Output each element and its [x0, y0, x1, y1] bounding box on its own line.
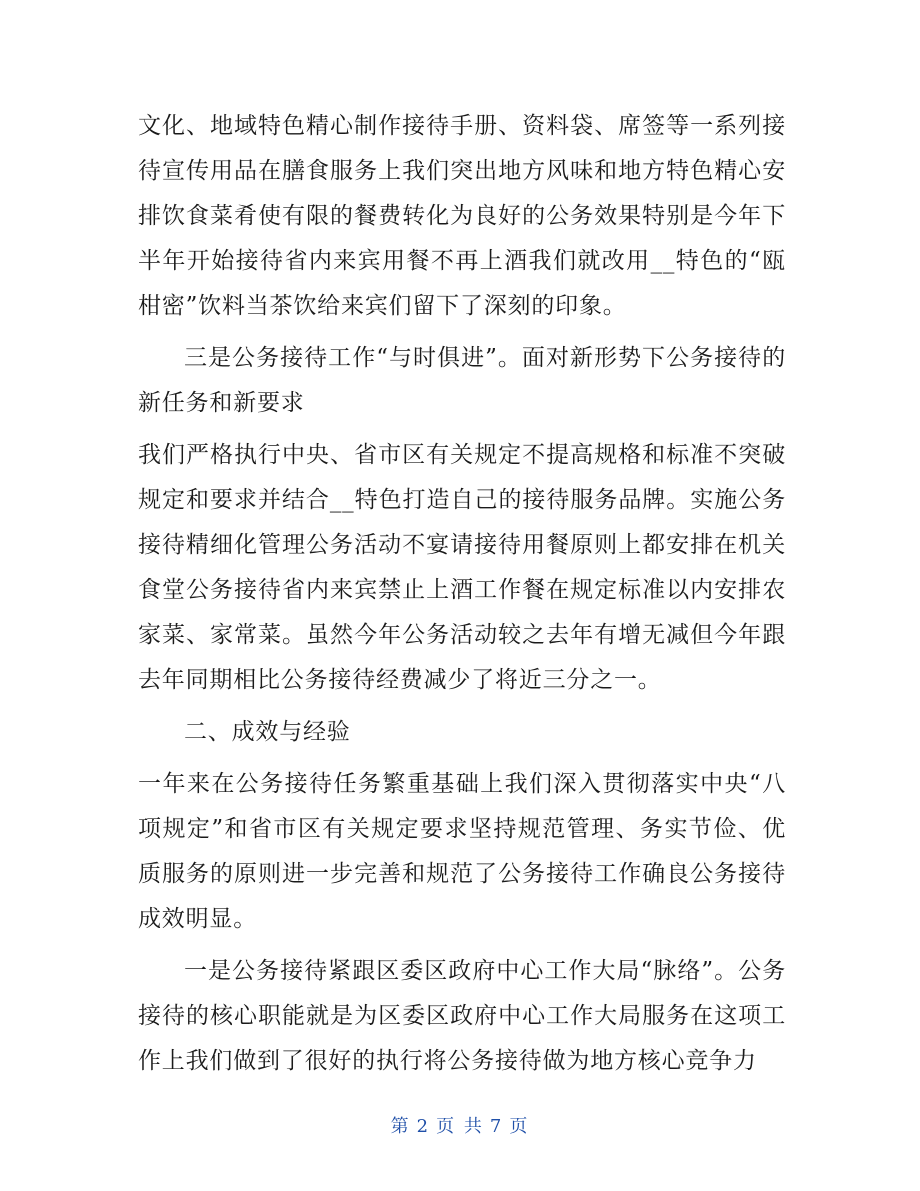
footer-page-number: 2	[416, 1116, 431, 1137]
paragraph-6: 一是公务接待紧跟区委区政府中心工作大局“脉络”。公务接待的核心职能就是为区委区政府中心工作大局服务在这项工作上我们做到了很好的执行将公务接待做为地方核心竞争力	[138, 958, 786, 1074]
section-heading: 二、成效与经验	[184, 719, 351, 745]
footer-suffix: 页	[509, 1116, 530, 1137]
document-body	[138, 104, 786, 1091]
footer-total-pages: 7	[489, 1116, 504, 1137]
paragraph-1: 文化、地域特色精心制作接待手册、资料袋、席签等一系列接待宣传用品在膳食服务上我们突出地方风味和地方特色精心安排饮食菜肴使有限的餐费转化为良好的公务效果特别是今年下半年开始接待省内来宾用餐不再上酒我们就改用__特色的“瓯柑密”饮料当茶饮给来宾们留下了深刻的印象。	[138, 113, 786, 319]
paragraph-3: 我们严格执行中央、省市区有关规定不提高规格和标准不突破规定和要求并结合__特色打造自己的接待服务品牌。实施公务接待精细化管理公务活动不宴请接待用餐原则上都安排在机关食堂公务接待省内来宾禁止上酒工作餐在规定标准以内安排农家菜、家常菜。虽然今年公务活动较之去年有增无减但今年跟去年同期相比公务接待经费减少了将近三分之一。	[138, 442, 786, 693]
paragraph-5: 一年来在公务接待任务繁重基础上我们深入贯彻落实中央“八项规定”和省市区有关规定要求坚持规范管理、务实节俭、优质服务的原则进一步完善和规范了公务接待工作确良公务接待成效明显。	[138, 771, 786, 932]
footer-mid: 页 共	[436, 1116, 484, 1137]
paragraph-2: 三是公务接待工作“与时俱进”。面对新形势下公务接待的新任务和新要求	[138, 345, 786, 416]
page-footer	[0, 1112, 920, 1138]
footer-prefix: 第	[390, 1116, 411, 1137]
